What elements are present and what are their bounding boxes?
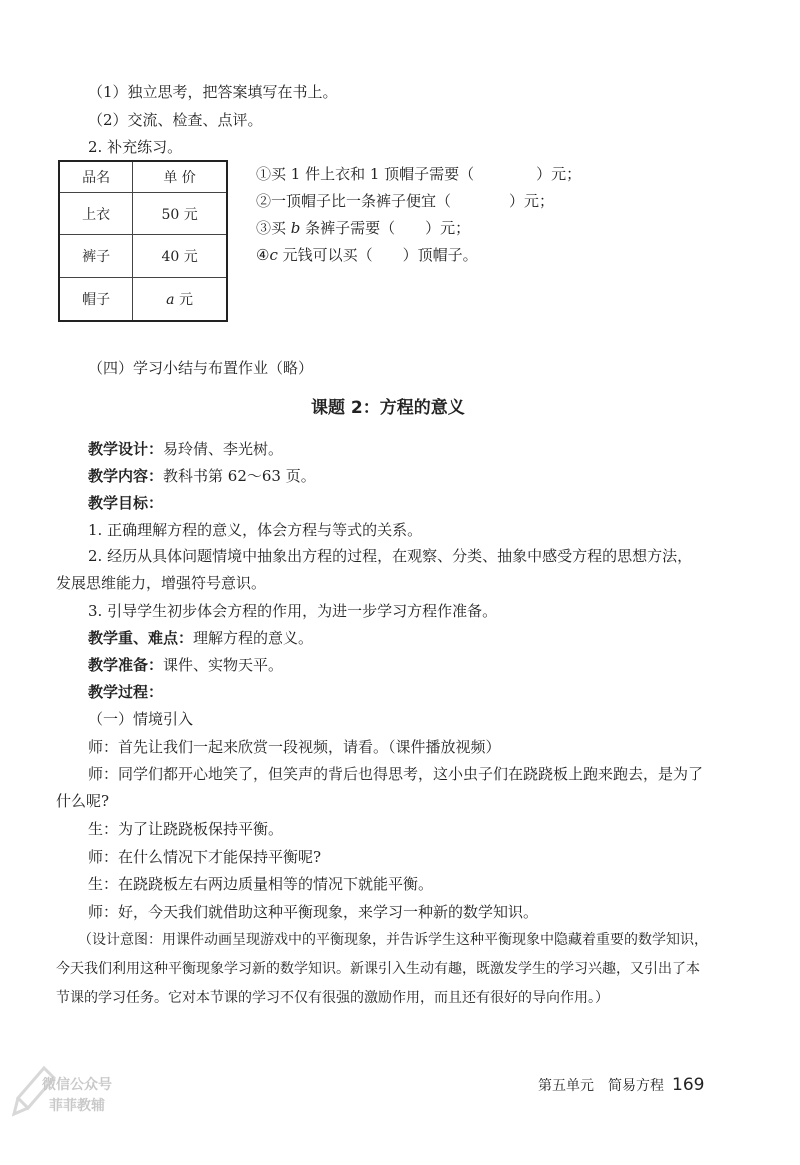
question-unit: ）元； (536, 165, 582, 183)
price-cell: 40 元 (133, 235, 227, 277)
question-4 (256, 245, 478, 265)
design-intent: （设计意图：用课件动画呈现游戏中的平衡现象，并告诉学生这种平衡现象中隐藏着重要的数学知识，今天我们利用这种平衡现象学习新的数学知识。新课引入生动有趣，既激发学生的学习兴趣，又引出了本节课的学习任务。它对本节课的学习不仅有很强的激励作用，而且还有很好的导向作用。） (56, 932, 708, 1006)
item-cell: 裤子 (59, 235, 133, 277)
table-header-row (59, 161, 227, 193)
content-label: 教学内容： (88, 467, 164, 485)
dialogue-line: 生：在跷跷板左右两边质量相等的情况下就能平衡。 (88, 875, 434, 893)
content-line (88, 466, 316, 486)
header-item: 品名 (59, 161, 133, 193)
watermark-line-1: 微信公众号 (42, 1077, 112, 1093)
section-heading: （一）情境引入 (88, 710, 194, 728)
item-cell: 上衣 (59, 193, 133, 235)
question-2 (256, 191, 554, 211)
watermark (42, 1075, 112, 1117)
question-text: 条裤子需要（ (300, 219, 396, 237)
design-line (88, 439, 283, 459)
question-1 (256, 164, 581, 184)
watermark-line-2: 菲菲教辅 (49, 1098, 105, 1114)
content-value: 教科书第 62～63 页。 (163, 467, 316, 485)
prep-value: 课件、实物天平。 (163, 656, 284, 674)
price-variable: a (166, 291, 175, 308)
goals-label: 教学目标： (88, 494, 164, 512)
practice-heading: 2. 补充练习。 (88, 138, 183, 156)
question-text: ①买 1 件上衣和 1 顶帽子需要（ (256, 165, 475, 183)
goal-3: 3. 引导学生初步体会方程的作用，为进一步学习方程作准备。 (88, 602, 498, 620)
table-row (59, 277, 227, 321)
dialogue-line: 师：首先让我们一起来欣赏一段视频，请看。（课件播放视频） (88, 738, 501, 756)
question-unit: ）元； (509, 192, 555, 210)
question-unit: ）顶帽子。 (402, 246, 478, 264)
question-variable: c (269, 246, 278, 264)
dialogue-line: 生：为了让跷跷板保持平衡。 (88, 820, 284, 838)
question-unit: ）元； (425, 219, 471, 237)
price-cell: 50 元 (133, 193, 227, 235)
design-value: 易玲倩、李光树。 (163, 440, 284, 458)
question-variable: b (290, 219, 301, 237)
process-label: 教学过程： (88, 683, 164, 701)
design-label: 教学设计： (88, 440, 164, 458)
key-line (88, 628, 313, 648)
table-row (59, 193, 227, 235)
question-text: ④ (256, 246, 270, 264)
question-text: 元钱可以买（ (277, 246, 373, 264)
dialogue-line: 师：好，今天我们就借助这种平衡现象，来学习一种新的数学知识。 (88, 903, 539, 921)
question-3 (256, 218, 470, 238)
question-text: ②一顶帽子比一条裤子便宜（ (256, 192, 452, 210)
step-2: （2）交流、检查、点评。 (88, 111, 263, 129)
key-label: 教学重、难点： (88, 629, 194, 647)
dialogue-line: 师：同学们都开心地笑了，但笑声的背后也得思考，这小虫子们在跷跷板上跑来跑去，是为了什么呢? (56, 765, 704, 810)
unit-title: 第五单元 简易方程 (538, 1078, 664, 1094)
page-footer (538, 1075, 704, 1095)
prep-label: 教学准备： (88, 656, 164, 674)
question-text: ③买 (256, 219, 291, 237)
summary-line: （四）学习小结与布置作业（略） (88, 359, 314, 377)
page-number: 169 (672, 1075, 705, 1095)
prep-line (88, 655, 283, 675)
price-table (58, 160, 228, 322)
price-unit: 元 (174, 291, 193, 308)
table-row (59, 235, 227, 277)
key-value: 理解方程的意义。 (193, 629, 314, 647)
goal-1: 1. 正确理解方程的意义，体会方程与等式的关系。 (88, 521, 423, 539)
step-1: （1）独立思考，把答案填写在书上。 (88, 83, 338, 101)
goal-2: 2. 经历从具体问题情境中抽象出方程的过程，在观察、分类、抽象中感受方程的思想方法，发展思维能力，增强符号意识。 (56, 547, 693, 592)
lesson-title: 课题 2：方程的意义 (311, 398, 465, 418)
header-price: 单 价 (133, 161, 227, 193)
price-cell (133, 277, 227, 321)
item-cell: 帽子 (59, 277, 133, 321)
dialogue-line: 师：在什么情况下才能保持平衡呢? (88, 848, 322, 866)
